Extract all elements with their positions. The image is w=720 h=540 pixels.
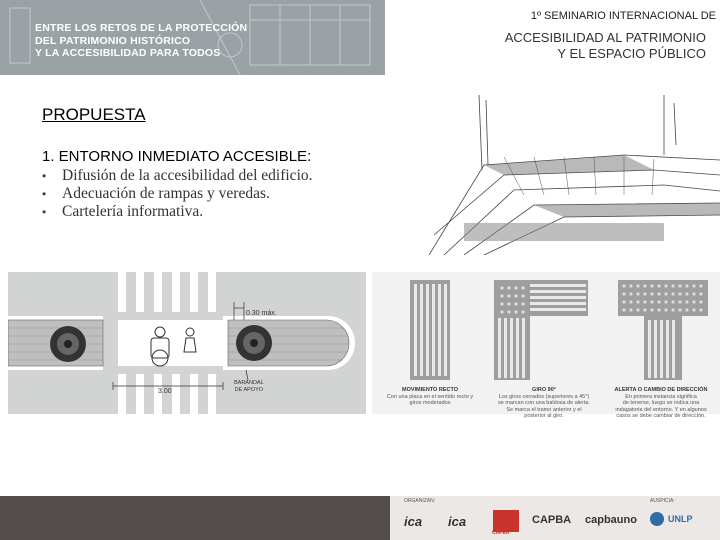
tactile-paving-diagram bbox=[372, 272, 720, 419]
dimension-label-bottom: 3.00 bbox=[158, 388, 172, 395]
tile-caption-title: ALERTA O CAMBIO DE DIRECCIÓN bbox=[614, 387, 708, 393]
ica-logo: ica bbox=[404, 514, 423, 529]
railing-label-line2: DE APOYO bbox=[234, 387, 264, 393]
tile-caption-turn bbox=[488, 387, 600, 420]
dimension-label-top: 0.30 máx. bbox=[246, 310, 277, 317]
tile-caption-straight bbox=[374, 387, 486, 407]
sponsor-label: AUSPICIA: bbox=[650, 498, 675, 504]
tile-caption-alert bbox=[604, 387, 718, 420]
seminar-title-line2: ACCESIBILIDAD AL PATRIMONIO Y EL ESPACIO PÚBLICO bbox=[504, 30, 706, 61]
unlp-logo-icon bbox=[650, 512, 664, 526]
tile-caption-title: MOVIMIENTO RECTO bbox=[401, 387, 459, 393]
footer-sponsors bbox=[0, 496, 720, 540]
crosswalk-plan-diagram bbox=[8, 272, 366, 414]
tile-caption-desc: En primera instancia significa de tenerse, luego se indica una indagatoria del entorno. Y en algunos casos se debe cambiar de dirección. bbox=[615, 393, 707, 419]
tree-icon bbox=[236, 325, 272, 361]
tile-caption-desc: Los giros cerrados (superiores a 45°) se marcan con una baldosa de alerta. Se marca el tramo anterior y el posterior al giro. bbox=[497, 393, 591, 419]
bullet-item: • Adecuación de rampas y veredas. bbox=[42, 185, 313, 203]
tile-caption-desc: Con una placa en el sentido recto y giros moderados bbox=[386, 393, 474, 406]
bullet-item: • Cartelería informativa. bbox=[42, 203, 313, 221]
banner-title: ENTRE LOS RETOS DE LA PROTECCIÓN DEL PATRIMONIO HISTÓRICO Y LA ACCESIBILIDAD PARA TODOS bbox=[35, 22, 248, 59]
turn-tile-graphic bbox=[494, 280, 588, 380]
railing-label-line1: BARANDAL bbox=[234, 380, 264, 386]
capba-logo: CAPBA bbox=[532, 514, 572, 526]
section-heading: PROPUESTA bbox=[42, 105, 146, 124]
tree-icon bbox=[50, 326, 86, 362]
ica-logo-2: ica bbox=[448, 514, 467, 529]
sidewalk-perspective-sketch bbox=[424, 95, 720, 255]
bullet-item: • Difusión de la accesibilidad del edificio. bbox=[42, 167, 313, 185]
straight-tile-graphic bbox=[410, 280, 450, 380]
alert-tile-graphic bbox=[618, 280, 708, 380]
item-title: 1. ENTORNO INMEDIATO ACCESIBLE: bbox=[42, 148, 312, 165]
caper-logo-text: CAPER bbox=[492, 530, 510, 536]
caper-logo bbox=[493, 510, 519, 532]
seminar-title-line1: 1º SEMINARIO INTERNACIONAL DE bbox=[530, 10, 716, 22]
footer-dark-panel bbox=[0, 496, 390, 540]
pedestrian-icon bbox=[184, 328, 196, 352]
header-banner bbox=[0, 0, 385, 75]
unlp-logo: UNLP bbox=[668, 514, 693, 524]
tile-caption-title: GIRO 90° bbox=[532, 387, 556, 393]
capbauno-logo: capbauno bbox=[585, 514, 637, 526]
organizers-label: ORGANIZAN: bbox=[404, 498, 436, 504]
railing-label bbox=[234, 380, 264, 394]
bullet-list bbox=[42, 167, 313, 221]
